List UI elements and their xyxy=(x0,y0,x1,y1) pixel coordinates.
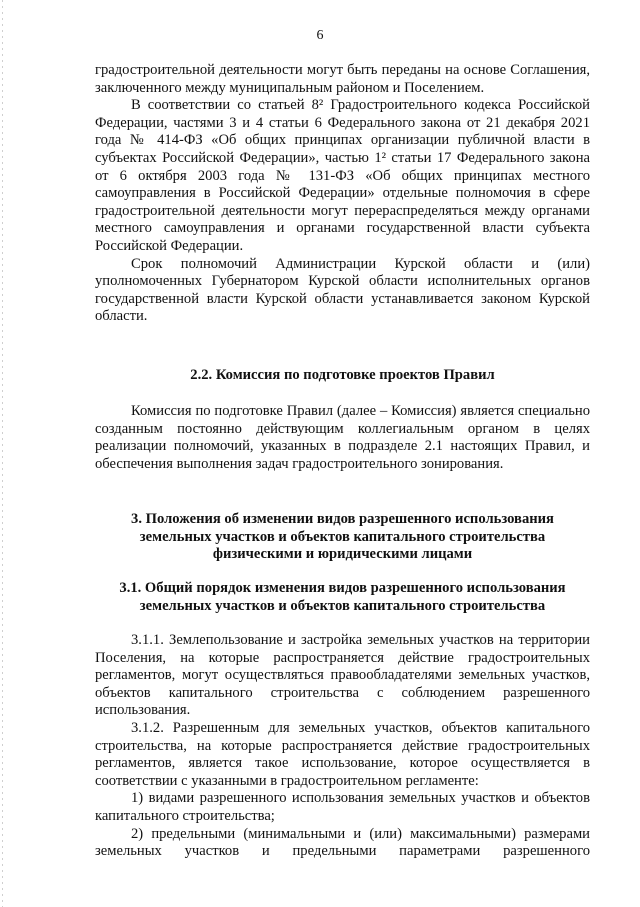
section-3-1-body xyxy=(95,632,590,861)
paragraph-3-1-1-text: 3.1.1. Землепользование и застройка земельных участков на территории Поселения, на которые распространяется действие градостроительных регламентов, могут осуществляться правообладателями земельных участков, объектов капитального строительства с соблюдением разрешенного использования. xyxy=(95,632,590,719)
paragraph-agreement xyxy=(95,62,590,97)
section-2-2-body xyxy=(95,403,590,473)
list-item-2 xyxy=(95,826,590,861)
heading-3-1: 3.1. Общий порядок изменения видов разрешенного использования земельных участков и объектов капитального строительства xyxy=(119,580,566,614)
section-3-1 xyxy=(95,580,590,615)
list-item-2-text: 2) предельными (минимальными и (или) максимальными) размерами земельных участков и предельными параметрами разрешенного xyxy=(95,825,590,860)
section-2-1-continuation xyxy=(95,62,590,326)
list-item-1 xyxy=(95,790,590,825)
list-item-1-text: 1) видами разрешенного использования земельных участков и объектов капитального строительства; xyxy=(95,790,590,824)
paragraph-agreement-text: градостроительной деятельности могут быть переданы на основе Соглашения, заключенного между муниципальным районом и Поселением. xyxy=(95,62,590,96)
paragraph-3-1-2-text: 3.1.2. Разрешенным для земельных участков, объектов капитального строительства, на которые распространяется действие градостроительных регламентов, является такое использование, которое осуществляется в соответствии с указанными в градостроительном регламенте: xyxy=(95,719,590,789)
paragraph-commission-text: Комиссия по подготовке Правил (далее – Комиссия) является специально созданным постоянно действующим коллегиальным органом в целях реализации полномочий, указанных в подразделе 2.1 настоящих Правил, и обеспечения выполнения задач градостроительного зонирования. xyxy=(95,403,590,472)
paragraph-redistribution xyxy=(95,97,590,255)
heading-3: 3. Положения об изменении видов разрешенного использования земельных участков и объектов капитального строительства физическими и юридическими лицами xyxy=(131,511,554,563)
paragraph-redistribution-text: В соответствии со статьей 8² Градостроительного кодекса Российской Федерации, частями 3 и 4 статьи 6 Федерального закона от 21 декабря 2021 года № 414-ФЗ «Об общих принципах организации публичной власти в субъектах Российской Федерации», частью 1² статьи 17 Федерального закона от 6 октября 2003 года № 131-ФЗ «Об общих принципах местного самоуправления в Российской Федерации» отдельные полномочия в сфере градостроительной деятельности могут перераспределяться между органами местного самоуправления и органами государственной власти субъекта Российской Федерации. xyxy=(95,97,590,254)
paragraph-3-1-2 xyxy=(95,720,590,790)
section-3 xyxy=(95,511,590,564)
paragraph-3-1-1 xyxy=(95,632,590,720)
section-2-2 xyxy=(95,367,590,385)
paragraph-term xyxy=(95,256,590,326)
scan-edge xyxy=(2,0,3,907)
heading-2-2: 2.2. Комиссия по подготовке проектов Правил xyxy=(190,367,495,383)
page-number: 6 xyxy=(316,28,324,43)
paragraph-term-text: Срок полномочий Администрации Курской области и (или) уполномоченных Губернатором Курской области исполнительных органов государственной власти Курской области устанавливается законом Курской области. xyxy=(95,255,590,325)
paragraph-commission xyxy=(95,403,590,473)
